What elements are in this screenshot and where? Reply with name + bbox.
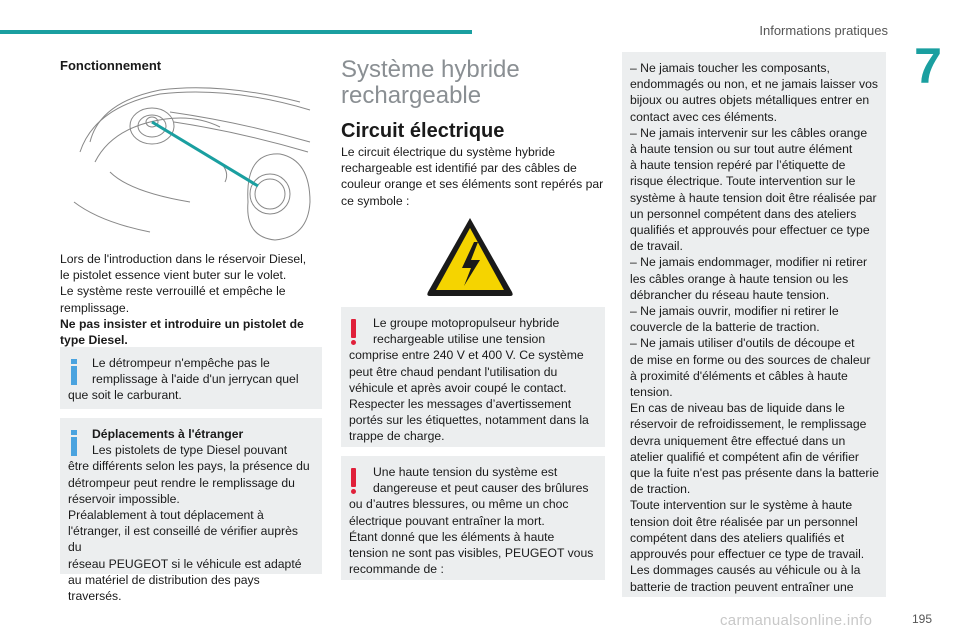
section-title-line: Système hybride bbox=[341, 56, 520, 83]
intro-paragraph bbox=[60, 251, 322, 348]
text-line: – Ne jamais toucher les composants, bbox=[630, 61, 830, 75]
text-line: devra uniquement être effectué dans un bbox=[630, 433, 846, 448]
text-line: qualifiés et approuvés pour effectuer ce type bbox=[630, 223, 870, 238]
text-line: portés sur les étiquettes, notamment dans la bbox=[349, 413, 589, 428]
text-line: tension doit être réalisée par un personnel bbox=[630, 514, 858, 529]
text-line: – Ne jamais endommager, modifier ni retirer bbox=[630, 255, 868, 270]
text-line: l'étranger, il est conseillé de vérifier auprès du bbox=[68, 524, 298, 555]
high-voltage-warning-icon bbox=[424, 214, 516, 298]
text-line: électrique pouvant entraîner la mort. bbox=[349, 513, 545, 528]
text-line: au matériel de distribution des pays traversés. bbox=[68, 572, 260, 604]
text-line: de traction. bbox=[630, 482, 691, 497]
text-line: Les dommages causés au véhicule ou à la bbox=[630, 563, 861, 578]
text-line: à haute tension repéré par l’étiquette de bbox=[630, 158, 846, 173]
text-line: tension ne sont pas visibles, PEUGEOT vous bbox=[349, 546, 594, 561]
text-line: Une haute tension du système est bbox=[373, 465, 558, 479]
text-line: réservoir de refroidissement, le remplissage bbox=[630, 417, 867, 432]
subsection-title: Circuit électrique bbox=[341, 120, 505, 142]
text-line-bold: type Diesel. bbox=[60, 333, 128, 348]
page-number: 195 bbox=[912, 612, 933, 626]
text-line: dangereuse et peut causer des brûlures bbox=[373, 481, 589, 496]
warning-box-continued-text bbox=[630, 60, 882, 595]
text-line: détrompeur peut rendre le remplissage du bbox=[68, 475, 295, 490]
text-line: Le détrompeur n'empêche pas le bbox=[92, 356, 270, 370]
text-line: risque électrique. Toute intervention sur le bbox=[630, 174, 856, 189]
text-line: système à haute tension doit être réalisée par bbox=[630, 190, 877, 205]
text-line: Le circuit électrique du système hybride bbox=[341, 145, 556, 159]
text-line: trappe de charge. bbox=[349, 429, 445, 444]
text-line: être différents selon les pays, la présence du bbox=[68, 459, 310, 474]
text-line: Les pistolets de type Diesel pouvant bbox=[92, 443, 288, 458]
section-title bbox=[341, 57, 520, 109]
text-line: – Ne jamais utiliser d'outils de découpe et bbox=[630, 336, 855, 351]
text-line: Toute intervention sur le système à haute bbox=[630, 498, 853, 513]
text-line: rechargeable est identifié par des câbles de bbox=[341, 161, 577, 176]
text-line: ce symbole : bbox=[341, 193, 410, 208]
text-line: Étant donné que les éléments à haute bbox=[349, 529, 555, 544]
text-line: que la fuite n'est pas présente dans la batterie bbox=[630, 466, 879, 481]
text-line: un personnel compétent dans des ateliers bbox=[630, 206, 857, 221]
text-line: approuvés pour effectuer ce type de travail. bbox=[630, 547, 865, 562]
text-line: contact avec ces éléments. bbox=[630, 109, 777, 124]
text-line: Le système reste verrouillé et empêche le bbox=[60, 284, 286, 299]
text-line: Respecter les messages d’avertissement bbox=[349, 397, 572, 412]
fuel-filler-illustration bbox=[70, 82, 318, 242]
info-box-detrompeur bbox=[60, 347, 322, 409]
info-box-deplacements bbox=[60, 418, 322, 604]
text-line: Le groupe motopropulseur hybride bbox=[373, 316, 560, 330]
text-line: En cas de niveau bas de liquide dans le bbox=[630, 401, 845, 416]
section-heading-fonctionnement: Fonctionnement bbox=[60, 58, 162, 73]
text-line: à proximité d'éléments et câbles à haute bbox=[630, 368, 848, 383]
text-line: remplissage à l'aide d'un jerrycan quel bbox=[92, 372, 299, 387]
text-line: couleur orange et ses éléments sont repérés par bbox=[341, 177, 604, 192]
text-line: compétent dans des ateliers qualifiés et bbox=[630, 530, 845, 545]
text-line: réservoir impossible. bbox=[68, 491, 180, 506]
text-line: que soit le carburant. bbox=[68, 388, 182, 403]
text-line: peut être chaud pendant l'utilisation du bbox=[349, 364, 558, 379]
text-line: réseau PEUGEOT si le véhicule est adapté bbox=[68, 556, 302, 571]
text-line: véhicule et après avoir coupé le contact. bbox=[349, 380, 567, 395]
text-line: Préalablement à tout déplacement à bbox=[68, 508, 264, 523]
text-line: ou d’autres blessures, ou même un choc bbox=[349, 497, 569, 512]
text-line: atelier qualifié et compétent afin de vérifier bbox=[630, 449, 859, 464]
text-line: débrancher du réseau haute tension. bbox=[630, 287, 830, 302]
text-line: remplissage. bbox=[60, 300, 130, 315]
text-line: tension. bbox=[630, 385, 673, 400]
text-line: couvercle de la batterie de traction. bbox=[630, 320, 820, 335]
watermark: carmanualsonline.info bbox=[720, 612, 873, 629]
text-line: batterie de traction peuvent entraîner une bbox=[630, 579, 854, 594]
header-accent-bar bbox=[0, 30, 472, 34]
text-line: bijoux ou autres objets métalliques entrer en bbox=[630, 93, 870, 108]
text-line: Lors de l'introduction dans le réservoir Diesel, bbox=[60, 252, 307, 266]
warning-box-tension bbox=[341, 307, 605, 447]
warning-icon bbox=[350, 468, 358, 494]
section-title-line: rechargeable bbox=[341, 82, 482, 109]
circuit-intro-paragraph bbox=[341, 144, 605, 209]
text-line: les câbles orange à haute tension ou les bbox=[630, 271, 849, 286]
info-title: Déplacements à l'étranger bbox=[92, 427, 244, 441]
info-icon bbox=[70, 430, 78, 456]
text-line: le pistolet essence vient buter sur le volet. bbox=[60, 268, 287, 283]
header-title: Informations pratiques bbox=[759, 23, 888, 38]
text-line: rechargeable utilise une tension bbox=[373, 332, 546, 347]
text-line: – Ne jamais intervenir sur les câbles orange bbox=[630, 125, 868, 140]
text-line: – Ne jamais ouvrir, modifier ni retirer le bbox=[630, 304, 839, 319]
text-line: endommagés ou non, et ne jamais laisser vos bbox=[630, 77, 878, 92]
text-line: comprise entre 240 V et 400 V. Ce système bbox=[349, 348, 584, 363]
text-line: à haute tension ou sur tout autre élément bbox=[630, 142, 853, 157]
chapter-number: 7 bbox=[914, 38, 942, 94]
warning-icon bbox=[350, 319, 358, 345]
info-icon bbox=[70, 359, 78, 385]
text-line: recommande de : bbox=[349, 562, 444, 577]
text-line-bold: Ne pas insister et introduire un pistolet de bbox=[60, 316, 304, 331]
text-line: de mise en forme ou des sources de chaleur bbox=[630, 352, 871, 367]
text-line: de travail. bbox=[630, 239, 683, 254]
warning-box-haute-tension bbox=[341, 456, 605, 580]
